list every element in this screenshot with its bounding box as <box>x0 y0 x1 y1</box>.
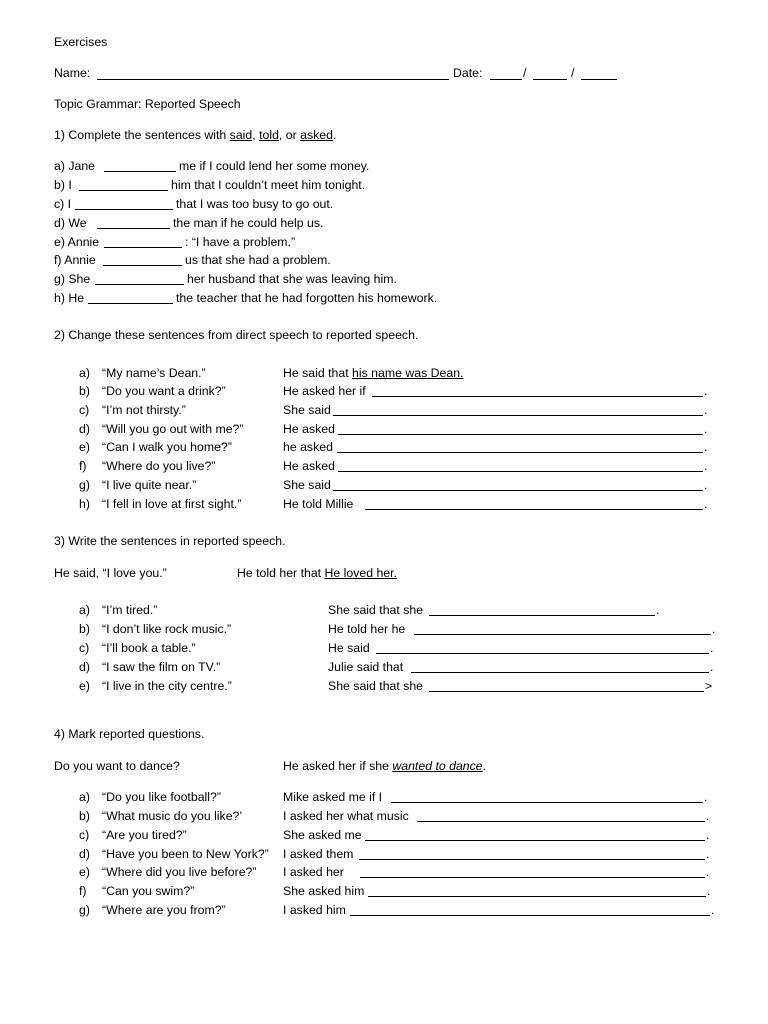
direct-quote: “I live in the city centre.” <box>102 679 232 693</box>
answer-text: his name was Dean. <box>352 366 464 380</box>
section1-item <box>54 253 96 268</box>
answer-blank[interactable] <box>360 877 705 878</box>
item-text: him that I couldn’t meet him tonight. <box>171 178 366 192</box>
direct-quote: “I don’t like rock music.” <box>102 622 232 636</box>
answer-lead: He asked <box>283 459 335 473</box>
line-end: . <box>706 865 710 879</box>
direct-quote: “Can you swim?” <box>102 884 195 898</box>
answer-blank[interactable] <box>337 452 703 453</box>
answer-blank[interactable] <box>75 209 173 210</box>
answer-blank[interactable] <box>104 247 182 248</box>
answer-blank[interactable] <box>391 802 703 803</box>
answer-blank[interactable] <box>376 653 709 654</box>
answer-blank[interactable] <box>79 190 168 191</box>
answer-blank[interactable] <box>414 634 711 635</box>
answer-lead: I asked them <box>283 847 354 861</box>
date-year-field[interactable] <box>581 79 617 80</box>
name-field[interactable] <box>97 79 449 80</box>
item-prefix: b) I <box>54 178 72 192</box>
line-end: . <box>704 440 708 454</box>
line-end: . <box>704 459 708 473</box>
answer-blank[interactable] <box>368 896 706 897</box>
item-text: the man if he could help us. <box>173 216 324 230</box>
answer-lead: She said <box>283 403 331 417</box>
section1-item <box>54 272 90 287</box>
section3-example-quote: He said, “I love you.” <box>54 566 167 580</box>
direct-quote: “What music do you like?’ <box>102 809 243 823</box>
line-end: . <box>710 641 714 655</box>
line-end: . <box>712 622 716 636</box>
answer-lead: He asked her if <box>283 384 366 398</box>
direct-quote: “I’ll book a table.” <box>102 641 196 655</box>
item-text: us that she had a problem. <box>185 253 331 267</box>
item-letter: c) <box>79 828 90 842</box>
item-letter: d) <box>79 847 90 861</box>
item-prefix: e) Annie <box>54 235 100 249</box>
section1-item <box>54 235 99 250</box>
answer-blank[interactable] <box>97 228 170 229</box>
answer-blank[interactable] <box>338 471 703 472</box>
direct-quote: “Do you want a drink?” <box>102 384 226 398</box>
item-prefix: d) We <box>54 216 87 230</box>
item-text: that I was too busy to go out. <box>176 197 334 211</box>
answer-blank[interactable] <box>333 415 703 416</box>
answer-lead: I asked her what music <box>283 809 409 823</box>
line-end: . <box>707 884 711 898</box>
answer-lead: Mike asked me if I <box>283 790 383 804</box>
line-end: . <box>704 790 708 804</box>
direct-quote: “Where did you live before?” <box>102 865 257 879</box>
answer-blank[interactable] <box>411 672 709 673</box>
item-letter: e) <box>79 865 90 879</box>
answer-blank[interactable] <box>372 396 703 397</box>
section3-example-answer: He told her that He loved her. <box>237 566 397 580</box>
date-separator: / <box>571 66 575 80</box>
section3-heading: 3) Write the sentences in reported speech. <box>54 534 286 548</box>
line-end: . <box>706 847 710 861</box>
topic-line: Topic Grammar: Reported Speech <box>54 97 241 111</box>
item-letter: d) <box>79 422 90 436</box>
answer-lead: He said that <box>283 366 349 380</box>
date-label: Date: <box>453 66 483 80</box>
answer-blank[interactable] <box>104 171 176 172</box>
item-letter: f) <box>79 459 87 473</box>
line-end: . <box>704 403 708 417</box>
direct-quote: “Where are you from?” <box>102 903 226 917</box>
line-end: . <box>711 903 715 917</box>
section1-item <box>54 197 71 212</box>
answer-lead: She asked me <box>283 828 362 842</box>
direct-quote: “Can I walk you home?” <box>102 440 232 454</box>
line-end: . <box>706 828 710 842</box>
date-month-field[interactable] <box>533 79 567 80</box>
section1-item <box>54 178 72 193</box>
item-letter: e) <box>79 440 90 454</box>
item-letter: c) <box>79 641 90 655</box>
item-letter: a) <box>79 366 90 380</box>
item-letter: f) <box>79 884 87 898</box>
section1-item <box>54 216 87 231</box>
line-end: . <box>706 809 710 823</box>
worksheet-title: Exercises <box>54 35 108 49</box>
answer-lead: He told her he <box>328 622 406 636</box>
answer-lead: She said that she <box>328 679 424 693</box>
item-letter: a) <box>79 790 90 804</box>
answer-blank[interactable] <box>95 284 184 285</box>
section4-example-answer: He asked her if she wanted to dance. <box>283 759 487 773</box>
example-answer <box>283 366 463 381</box>
answer-blank[interactable] <box>365 840 705 841</box>
date-day-field[interactable] <box>490 79 522 80</box>
answer-lead: He asked <box>283 422 335 436</box>
item-letter: b) <box>79 809 90 823</box>
direct-quote: “Do you like football?” <box>102 790 221 804</box>
answer-blank[interactable] <box>365 509 703 510</box>
answer-lead: he asked <box>283 440 333 454</box>
line-end: . <box>710 660 714 674</box>
line-end: . <box>704 478 708 492</box>
direct-quote: “I saw the film on TV.” <box>102 660 221 674</box>
item-letter: a) <box>79 603 90 617</box>
direct-quote: “Have you been to New York?” <box>102 847 269 861</box>
answer-lead: She said <box>283 478 331 492</box>
item-prefix: c) I <box>54 197 72 211</box>
answer-blank[interactable] <box>429 615 655 616</box>
direct-quote: “I’m tired.” <box>102 603 158 617</box>
item-letter: b) <box>79 622 90 636</box>
answer-blank[interactable] <box>350 915 710 916</box>
answer-blank[interactable] <box>338 434 703 435</box>
item-prefix: h) He <box>54 291 85 305</box>
item-text: the teacher that he had forgotten his homework. <box>176 291 438 305</box>
item-letter: c) <box>79 403 90 417</box>
line-end: . <box>704 422 708 436</box>
direct-quote: “Where do you live?” <box>102 459 216 473</box>
name-label: Name: <box>54 66 91 80</box>
answer-lead: I asked him <box>283 903 346 917</box>
direct-quote: “I’m not thirsty.” <box>102 403 186 417</box>
answer-blank[interactable] <box>359 859 705 860</box>
answer-blank[interactable] <box>429 691 704 692</box>
answer-lead: She said that she <box>328 603 424 617</box>
item-prefix: f) Annie <box>54 253 96 267</box>
item-letter: e) <box>79 679 90 693</box>
direct-quote: “Will you go out with me?” <box>102 422 244 436</box>
direct-quote: “I fell in love at first sight.” <box>102 497 242 511</box>
item-letter: b) <box>79 384 90 398</box>
item-text: me if I could lend her some money. <box>179 159 370 173</box>
answer-lead: I asked her <box>283 865 344 879</box>
answer-blank[interactable] <box>88 303 173 304</box>
answer-lead: He said <box>328 641 370 655</box>
section1-heading: 1) Complete the sentences with said, told, or asked. <box>54 128 337 142</box>
direct-quote: “Are you tired?” <box>102 828 187 842</box>
line-end: . <box>704 497 708 511</box>
section1-item <box>54 159 95 174</box>
section2-heading: 2) Change these sentences from direct speech to reported speech. <box>54 328 419 342</box>
line-end: . <box>656 603 660 617</box>
item-letter: h) <box>79 497 90 511</box>
item-letter: d) <box>79 660 90 674</box>
answer-lead: She asked him <box>283 884 365 898</box>
section1-item <box>54 291 84 306</box>
answer-blank[interactable] <box>333 490 703 491</box>
section4-heading: 4) Mark reported questions. <box>54 727 205 741</box>
section4-example-quote: Do you want to dance? <box>54 759 180 773</box>
answer-blank[interactable] <box>103 265 182 266</box>
date-separator: / <box>523 66 527 80</box>
line-end: . <box>704 384 708 398</box>
answer-blank[interactable] <box>417 821 705 822</box>
item-letter: g) <box>79 903 90 917</box>
item-text: her husband that she was leaving him. <box>187 272 397 286</box>
item-text: : “I have a problem.” <box>185 235 296 249</box>
item-prefix: g) She <box>54 272 91 286</box>
line-end: > <box>705 679 713 693</box>
item-letter: g) <box>79 478 90 492</box>
answer-lead: Julie said that <box>328 660 404 674</box>
item-prefix: a) Jane <box>54 159 96 173</box>
direct-quote: “My name’s Dean.” <box>102 366 206 380</box>
direct-quote: “I live quite near.” <box>102 478 197 492</box>
answer-lead: He told Millie <box>283 497 354 511</box>
